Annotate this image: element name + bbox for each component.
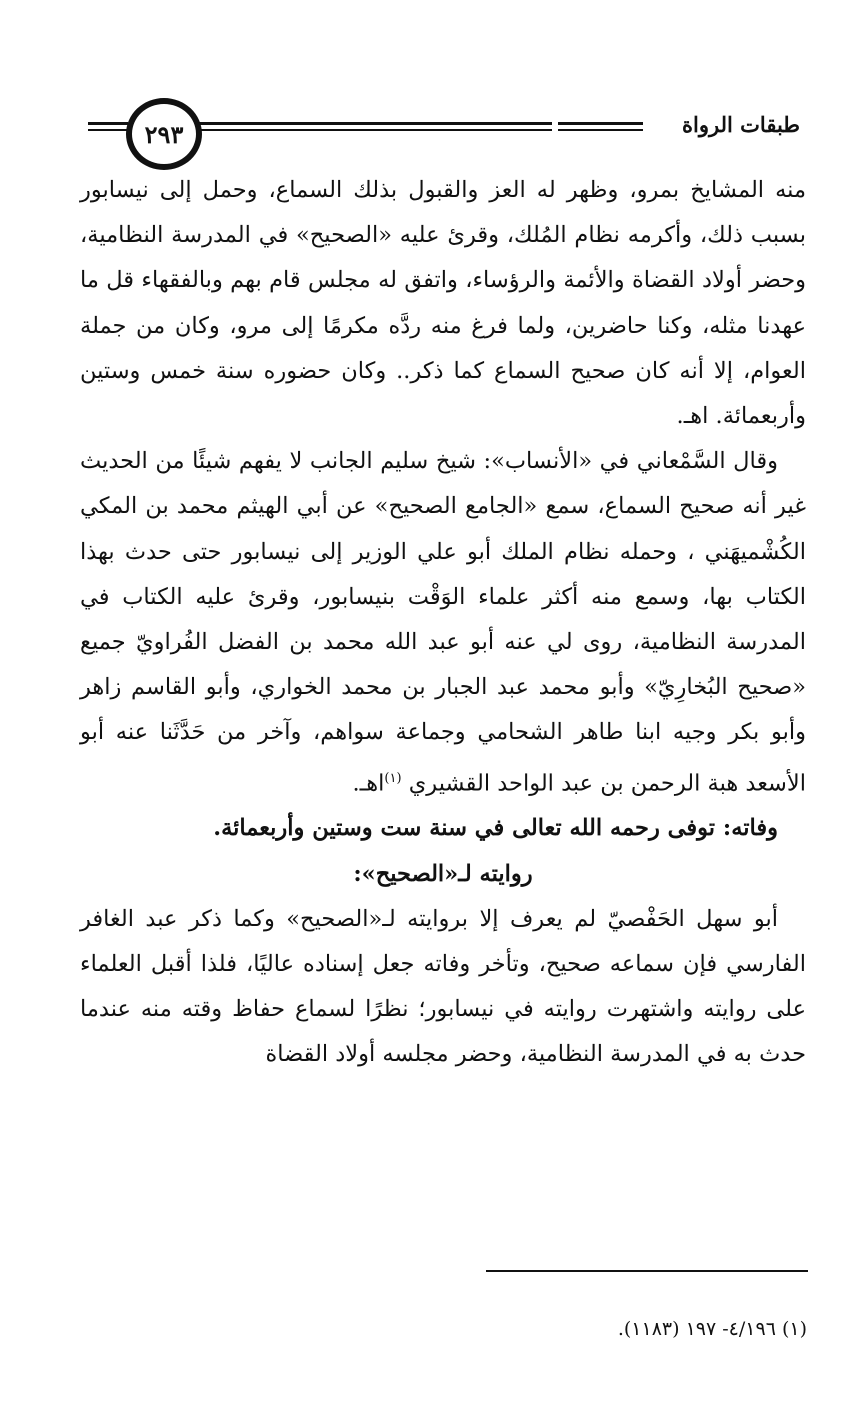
header-rule-middle-bottom xyxy=(196,129,552,131)
footnote: (١) ٤/١٩٦- ١٩٧ (١١٨٣). xyxy=(617,1318,807,1340)
page-number: ٢٩٣ xyxy=(144,119,184,149)
footnote-separator xyxy=(486,1270,808,1272)
body-text xyxy=(80,168,806,1078)
section-heading: روايته لـ«الصحيح»: xyxy=(353,860,533,887)
paragraph-samani-quote xyxy=(80,439,806,806)
death-text: توفى رحمه الله تعالى في سنة ست وستين وأربعمائة. xyxy=(213,815,723,842)
header-rule-middle-top xyxy=(196,122,552,125)
death-label: وفاته: xyxy=(722,815,778,842)
header-rule-left-bottom xyxy=(88,129,128,131)
footnote-reference: (١) xyxy=(384,770,402,786)
page-header xyxy=(88,98,800,168)
header-rule-right-bottom xyxy=(558,129,643,131)
paragraph-continuation: منه المشايخ بمرو، وظهر له العز والقبول بذلك السماع، وحمل إلى نيسابور بسبب ذلك، وأكرمه نظام المُلك، وقرئ عليه «الصحيح» في المدرسة النظامية، وحضر أولاد القضاة والأئمة والرؤساء، واتفق له مجلس قام بهم وبالفقهاء قل ما عهدنا مثله، وكنا حاضرين، ولما فرغ منه ردَّه مكرمًا إلى مرو، وكان من جملة العوام، إلا أنه كان صحيح السماع كما ذكر.. وكان حضوره سنة خمس وستين وأربعمائة. اهـ. xyxy=(80,177,806,430)
samani-quote-end: اهـ. xyxy=(352,770,385,797)
running-title: طبقات الرواة xyxy=(682,112,800,137)
paragraph-narration: أبو سهل الحَفْصيّ لم يعرف إلا بروايته لـ«الصحيح» وكما ذكر عبد الغافر الفارسي فإن سماعه صحيح، وتأخر وفاته جعل إسناده عاليًا، فلذا أقبل العلماء على روايته واشتهرت روايته في نيسابور؛ نظرًا لسماع حفاظ وقته منه عندما حدث به في المدرسة النظامية، وحضر مجلسه أولاد القضاة xyxy=(80,905,806,1068)
header-rule-left-top xyxy=(88,122,128,125)
page-number-circle xyxy=(126,98,202,170)
samani-quote-text: وقال السَّمْعاني في «الأنساب»: شيخ سليم الجانب لا يفهم شيئًا من الحديث غير أنه صحيح السماع، سمع «الجامع الصحيح» عن أبي الهيثم محمد بن المكي الكُشْميهَني ، وحمله نظام الملك أبو علي الوزير إلى نيسابور حتى حدث بهذا الكتاب بها، وسمع منه أكثر علماء الوَقْت بنيسابور، وقرئ عليه الكتاب في المدرسة النظامية، روى لي عنه أبو عبد الله محمد بن الفضل الفُراويّ جميع «صحيح البُخارِيّ» وأبو محمد عبد الجبار بن محمد الخواري، وأبو القاسم زاهر وأبو بكر وجيه ابنا طاهر الشحامي وجماعة سواهم، وآخر من حَدَّثَنا عنه أبو الأسعد هبة الرحمن بن عبد الواحد القشيري xyxy=(80,448,806,797)
paragraph-death xyxy=(80,806,806,851)
header-rule-right-top xyxy=(558,122,643,125)
